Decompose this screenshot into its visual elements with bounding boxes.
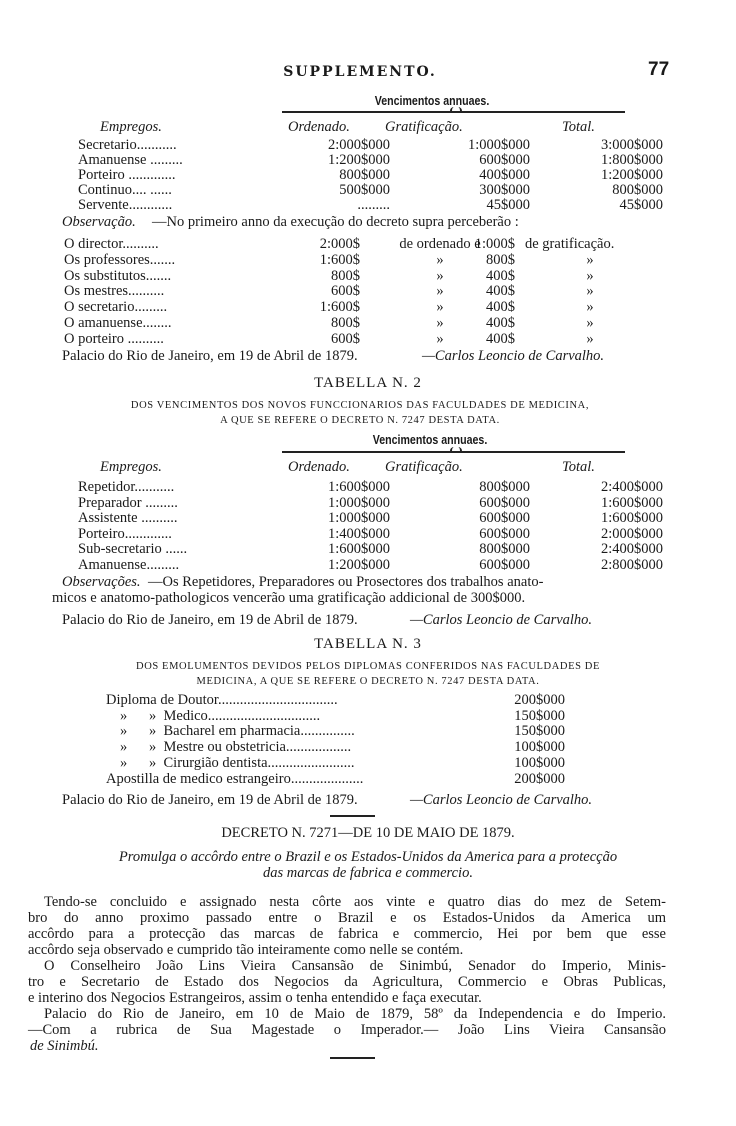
column-header: Empregos.: [100, 119, 162, 135]
fee-row-value: 200$000: [514, 692, 565, 708]
obs-row-label: Os substitutos.......: [64, 267, 172, 284]
table-cell-total: 1:600$000: [600, 510, 663, 526]
obs-row-label: Os professores.......: [64, 251, 176, 268]
column-header: Total.: [562, 119, 595, 135]
column-header: Gratificação.: [385, 459, 463, 475]
decree-body-line: —Com a rubrica de Sua Magestade o Imperador.— João Lins Vieira Cansansão: [28, 1022, 666, 1038]
decree-body-line: accôrdo para a protecção das marcas de fabrica e commercio, Hei por bem que esse: [28, 926, 666, 942]
obs-row-connector: »: [436, 299, 444, 316]
table-cell-gratificacao: 600$000: [479, 525, 530, 542]
fee-row-label: » » Medico...............................: [120, 707, 321, 724]
signature-place: Palacio do Rio de Janeiro, em 19 de Abril de 1879.: [62, 348, 358, 364]
observation-text: —Os Repetidores, Preparadores ou Prosectores dos trabalhos anato-: [148, 574, 544, 590]
obs-row-suffix: »: [586, 251, 594, 268]
table-subtitle: MEDICINA, A QUE SE REFERE O DECRETO N. 7247 DESTA DATA.: [196, 676, 540, 687]
decree-summary: Promulga o accôrdo entre o Brazil e os Estados-Unidos da America para a protecção: [118, 849, 618, 865]
table-subtitle: DOS VENCIMENTOS DOS NOVOS FUNCCIONARIOS DAS FACULDADES DE MEDICINA,: [130, 400, 590, 411]
table-cell-gratificacao: 600$000: [479, 510, 530, 526]
table-cell-total: 2:000$000: [600, 525, 663, 542]
obs-row-connector: »: [436, 283, 444, 300]
obs-row-connector: »: [436, 267, 444, 284]
obs-row-suffix: »: [586, 267, 594, 284]
fee-row-label: » » Bacharel em pharmacia...............: [120, 723, 355, 740]
signature-name: —Carlos Leoncio de Carvalho.: [410, 612, 593, 628]
table-cell-gratificacao: 1:000$000: [467, 137, 530, 153]
table-row-label: Repetidor...........: [78, 479, 175, 495]
obs-row-gratificacao: 400$: [486, 299, 515, 316]
table-cell-gratificacao: 45$000: [486, 197, 530, 213]
obs-row-gratificacao: 400$: [486, 330, 515, 347]
table-title: TABELLA N. 3: [314, 636, 422, 652]
table-cell-gratificacao: 600$000: [479, 152, 530, 168]
table-cell-total: 3:000$000: [600, 137, 663, 153]
table-title: TABELLA N. 2: [314, 375, 422, 391]
decree-body-line: Tendo-se concluido e assignado nesta côrte aos vinte e quatro dias do mez de Setem-: [44, 894, 666, 910]
brace-divider: [282, 111, 625, 113]
group-header: Vencimentos annuaes.: [372, 433, 488, 447]
obs-row-suffix: »: [586, 330, 594, 347]
table-row-label: Continuo.... ......: [78, 182, 172, 198]
page-number: 77: [648, 59, 670, 80]
table-subtitle: A QUE SE REFERE O DECRETO N. 7247 DESTA DATA.: [220, 415, 500, 426]
table-row-label: Amanuense.........: [78, 556, 180, 573]
table-cell-total: 45$000: [619, 197, 663, 213]
decree-body-line: de Sinimbú.: [30, 1038, 99, 1054]
decree-body-line: Palacio do Rio de Janeiro, em 10 de Maio de 1879, 58º da Independencia e do Imperio.: [44, 1006, 666, 1022]
signature-place: Palacio do Rio de Janeiro, em 19 de Abril de 1879.: [62, 792, 358, 808]
table-row-label: Servente............: [78, 197, 173, 213]
obs-row-ordenado: 1:600$: [319, 299, 360, 316]
column-header: Ordenado.: [288, 459, 350, 475]
table-cell-total: 1:600$000: [600, 494, 663, 511]
section-rule: [330, 1057, 375, 1059]
table-cell-ordenado: 1:200$000: [327, 556, 390, 573]
fee-row-value: 200$000: [514, 770, 565, 787]
table-cell-gratificacao: 600$000: [479, 494, 530, 511]
obs-row-label: O secretario.........: [64, 299, 168, 316]
fee-row-label: Diploma de Doutor.................................: [106, 692, 338, 708]
signature-name: —Carlos Leoncio de Carvalho.: [422, 348, 605, 364]
decree-body-line: tro e Secretario de Estado dos Negocios da Agricultura, Commercio e Obras Publicas,: [28, 974, 666, 990]
observation-label: Observação.: [62, 214, 136, 230]
obs-row-label: O director..........: [64, 236, 159, 252]
brace-divider: [282, 451, 625, 453]
table-cell-total: 1:800$000: [600, 152, 663, 168]
signature-name: —Carlos Leoncio de Carvalho.: [410, 792, 593, 808]
fee-row-value: 100$000: [514, 754, 565, 771]
table-cell-ordenado: 1:600$000: [327, 479, 390, 495]
obs-row-ordenado: 600$: [331, 330, 360, 347]
table-cell-ordenado: 800$000: [339, 167, 390, 183]
obs-row-ordenado: 600$: [331, 283, 360, 300]
decree-body-line: accôrdo seja observado e cumprido tão inteiramente como nelle se contém.: [28, 942, 464, 958]
column-header: Total.: [562, 459, 595, 475]
table-cell-ordenado: 500$000: [339, 182, 390, 198]
column-header: Gratificação.: [385, 119, 463, 135]
table-cell-gratificacao: 800$000: [479, 541, 530, 557]
table-row-label: Porteiro.............: [78, 525, 172, 542]
obs-row-label: Os mestres..........: [64, 283, 165, 300]
fee-row-label: » » Cirurgião dentista........................: [120, 754, 355, 771]
obs-row-gratificacao: 800$: [486, 251, 515, 268]
obs-row-label: O porteiro ..........: [64, 330, 164, 347]
table-cell-ordenado: 2:000$000: [327, 137, 390, 153]
obs-row-suffix: »: [586, 315, 594, 331]
fee-row-value: 150$000: [514, 723, 565, 740]
table-cell-gratificacao: 600$000: [479, 556, 530, 573]
observation-text: —No primeiro anno da execução do decreto supra perceberão :: [152, 214, 519, 230]
table-cell-ordenado: 1:000$000: [327, 510, 390, 526]
table-row-label: Sub-secretario ......: [78, 541, 188, 557]
fee-row-value: 100$000: [514, 739, 565, 756]
table-subtitle: DOS EMOLUMENTOS DEVIDOS PELOS DIPLOMAS CONFERIDOS NAS FACULDADES DE: [136, 661, 600, 672]
group-header: Vencimentos annuaes.: [374, 94, 490, 108]
obs-row-label: O amanuense........: [64, 315, 172, 331]
table-cell-gratificacao: 400$000: [479, 167, 530, 183]
table-cell-ordenado: 1:400$000: [327, 525, 390, 542]
decree-title: DECRETO N. 7271—DE 10 DE MAIO DE 1879.: [221, 825, 515, 841]
table-cell-ordenado: 1:200$000: [327, 152, 390, 168]
decree-summary: das marcas de fabrica e commercio.: [263, 865, 473, 881]
decree-body-line: O Conselheiro João Lins Vieira Cansansão de Sinimbú, Senador do Imperio, Minis-: [44, 958, 666, 974]
obs-row-suffix: »: [586, 299, 594, 316]
obs-row-ordenado: 2:000$: [319, 236, 360, 252]
obs-row-suffix: de gratificação.: [525, 236, 615, 252]
signature-place: Palacio do Rio de Janeiro, em 19 de Abril de 1879.: [62, 612, 358, 628]
fee-row-label: » » Mestre ou obstetricia..................: [120, 739, 352, 756]
decree-body-line: bro do anno proximo passado entre o Brazil e os Estados-Unidos da America um: [28, 910, 666, 926]
table-row-label: Assistente ..........: [78, 510, 178, 526]
obs-row-connector: »: [436, 330, 444, 347]
table-row-label: Amanuense .........: [78, 152, 183, 168]
table-cell-total: 1:200$000: [600, 167, 663, 183]
obs-row-gratificacao: 400$: [486, 315, 515, 331]
table-row-label: Porteiro .............: [78, 167, 176, 183]
obs-row-gratificacao: 400$: [486, 267, 515, 284]
table-row-label: Preparador .........: [78, 494, 178, 511]
obs-row-ordenado: 1:600$: [319, 251, 360, 268]
obs-row-connector: »: [436, 315, 444, 331]
table-cell-total: 2:400$000: [600, 479, 663, 495]
obs-row-gratificacao: 400$: [486, 283, 515, 300]
table-row-label: Secretario...........: [78, 137, 177, 153]
decree-body-line: e interino dos Negocios Estrangeiros, assim o tenha entendido e faça executar.: [28, 990, 482, 1006]
fee-row-label: Apostilla de medico estrangeiro....................: [106, 770, 364, 787]
observation-label: Observações.: [62, 574, 141, 590]
table-cell-gratificacao: 800$000: [479, 479, 530, 495]
obs-row-ordenado: 800$: [331, 267, 360, 284]
obs-row-gratificacao: 1:000$: [474, 236, 515, 252]
obs-row-ordenado: 800$: [331, 315, 360, 331]
table-cell-total: 2:400$000: [600, 541, 663, 557]
table-cell-total: 800$000: [612, 182, 663, 198]
observation-text: micos e anatomo-pathologicos vencerão uma gratificação addicional de 300$000.: [52, 590, 526, 606]
running-header-title: SUPPLEMENTO.: [283, 64, 437, 80]
table-cell-ordenado: 1:000$000: [327, 494, 390, 511]
table-cell-ordenado: .........: [357, 197, 390, 213]
table-cell-gratificacao: 300$000: [479, 182, 530, 198]
table-cell-total: 2:800$000: [600, 556, 663, 573]
column-header: Ordenado.: [288, 119, 350, 135]
obs-row-suffix: »: [586, 283, 594, 300]
obs-row-connector: de ordenado e: [399, 236, 481, 252]
column-header: Empregos.: [100, 459, 162, 475]
section-rule: [330, 815, 375, 817]
obs-row-connector: »: [436, 251, 444, 268]
table-cell-ordenado: 1:600$000: [327, 541, 390, 557]
fee-row-value: 150$000: [514, 707, 565, 724]
